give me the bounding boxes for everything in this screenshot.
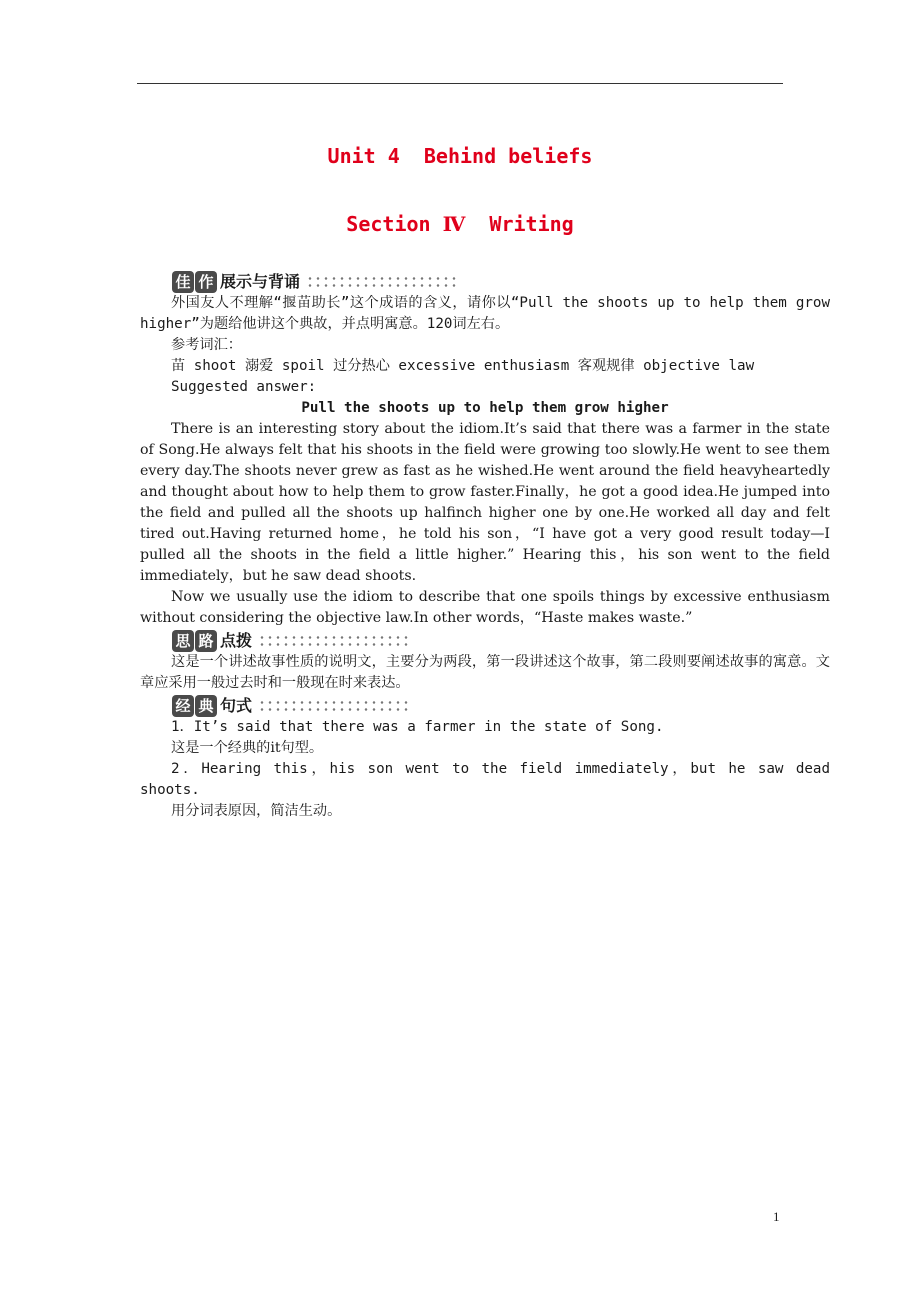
header-rule <box>137 83 783 84</box>
badge-char: 作 <box>195 271 217 293</box>
section-heading-model-essay <box>172 270 830 293</box>
badge-char: 经 <box>172 695 194 717</box>
badge-char: 路 <box>195 630 217 652</box>
sentence-1-note: 这是一个经典的it句型。 <box>171 740 324 756</box>
page-number: 1 <box>773 1209 780 1224</box>
suggested-answer-label: Suggested answer: <box>171 379 317 395</box>
section-roman-numeral: Ⅳ <box>442 212 466 236</box>
section-heading-text: 点拨 <box>220 631 253 650</box>
section-heading-text: 展示与背诵 <box>220 272 301 291</box>
essay-paragraph-2: Now we usually use the idiom to describe that one spoils things by excessive enthusiasm without considering the objective law.In other words，“Haste makes waste.” <box>140 589 830 626</box>
task-prompt: 外国友人不理解“揠苗助长”这个成语的含义，请你以“Pull the shoots up to help them grow higher”为题给他讲这个典故，并点明寓意。120词左右。 <box>140 295 830 332</box>
sentence-1: 1．It’s said that there was a farmer in the state of Song. <box>171 719 664 735</box>
dotted-decoration <box>258 699 408 713</box>
section-suffix: Writing <box>465 212 574 236</box>
dotted-decoration <box>306 275 456 289</box>
badge-char: 佳 <box>172 271 194 293</box>
badge-char: 思 <box>172 630 194 652</box>
section-heading-text: 句式 <box>220 696 253 715</box>
unit-title: Unit 4 Behind beliefs <box>327 144 593 168</box>
document-body <box>140 272 830 822</box>
section-title <box>0 212 920 236</box>
reference-vocab-label: 参考词汇： <box>171 337 242 353</box>
idea-text: 这是一个讲述故事性质的说明文，主要分为两段，第一段讲述这个故事，第二段则要阐述故事的寓意。文章应采用一般过去时和一般现在时来表达。 <box>140 654 830 691</box>
sentence-2: 2．Hearing this，his son went to the field immediately，but he saw dead shoots. <box>140 761 830 798</box>
reference-vocab: 苗 shoot 溺爱 spoil 过分热心 excessive enthusiasm 客观规律 objective law <box>171 358 755 374</box>
section-prefix: Section <box>346 212 443 236</box>
essay-title: Pull the shoots up to help them grow higher <box>301 400 669 416</box>
badge-char: 典 <box>195 695 217 717</box>
dotted-decoration <box>258 634 408 648</box>
section-heading-classic-sentences <box>172 694 830 717</box>
essay-paragraph-1: There is an interesting story about the idiom.It’s said that there was a farmer in the state of Song.He always felt that his shoots in the field were growing too slowly.He went to see them every day.The shoots never grew as fast as he wished.He went around the field heavyheartedly and thought about how to help them to grow faster.Finally，he got a good idea.He jumped into the field and pulled all the shoots up halfinch higher one by one.He worked all day and felt tired out.Having returned home，he told his son，“I have got a very good result today—I pulled all the shoots in the field a little higher.” Hearing this，his son went to the field immediately，but he saw dead shoots. <box>140 421 830 584</box>
sentence-2-note: 用分词表原因，简洁生动。 <box>171 803 342 819</box>
section-heading-idea <box>172 629 830 652</box>
